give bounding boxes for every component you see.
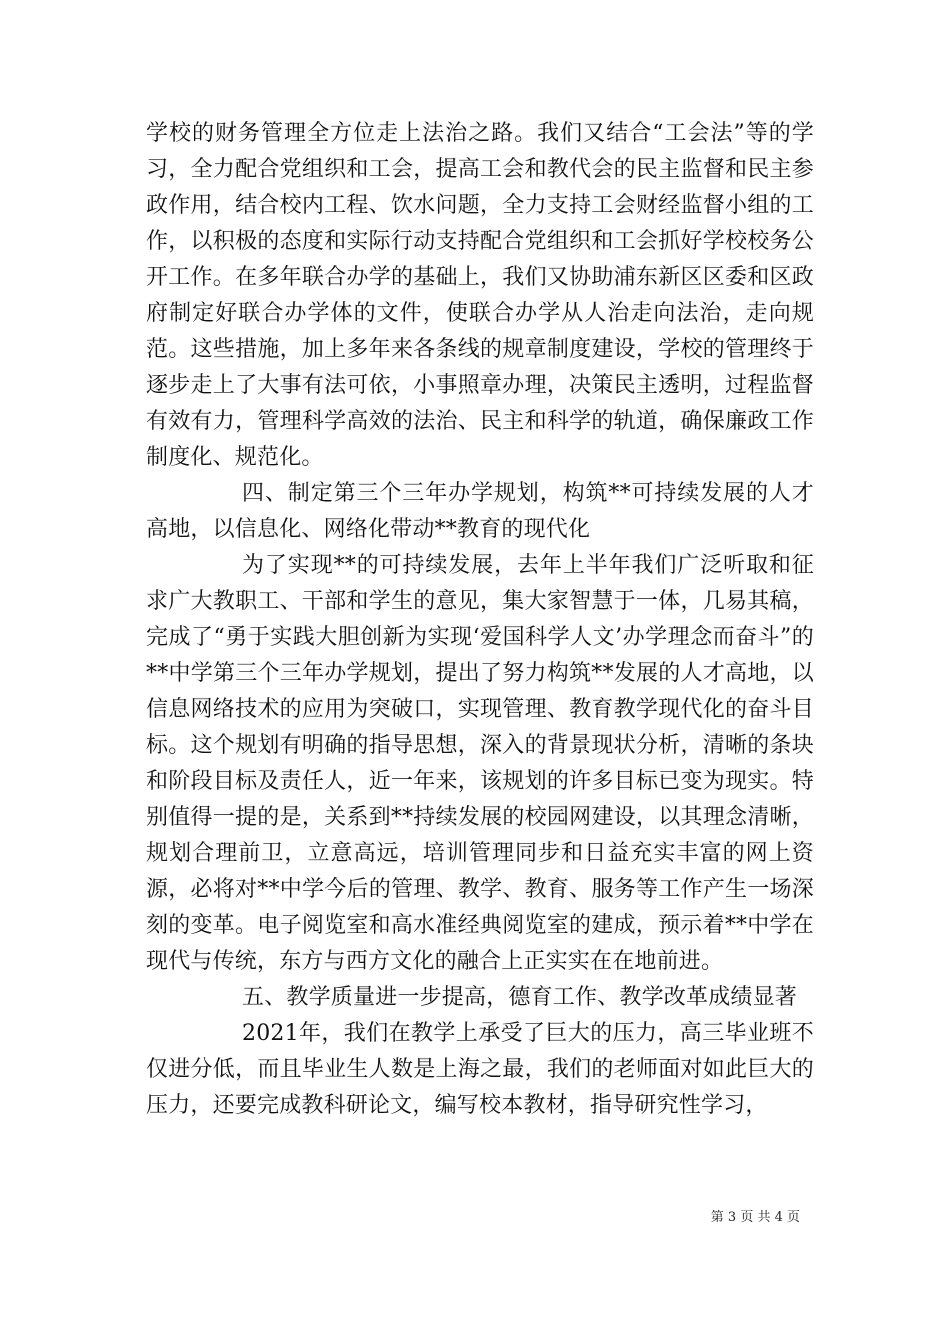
page-number-footer: 第 3 页 共 4 页: [710, 1210, 800, 1225]
section-heading-four: 四、制定第三个三年办学规划，构筑**可持续发展的人才高地，以信息化、网络化带动**教育的现代化: [146, 481, 814, 542]
document-body: [146, 116, 814, 1124]
paragraph-continuation: 学校的财务管理全方位走上法治之路。我们又结合“工会法”等的学习，全力配合党组织和工会，提高工会和教代会的民主监督和民主参政作用，结合校内工程、饮水问题，全力支持工会财经监督小组的工作，以积极的态度和实际行动支持配合党组织和工会抓好学校校务公开工作。在多年联合办学的基础上，我们又协助浦东新区区委和区政府制定好联合办学体的文件，使联合办学从人治走向法治，走向规范。这些措施，加上多年来各条线的规章制度建设，学校的管理终于逐步走上了大事有法可依，小事照章办理，决策民主透明，过程监督有效有力，管理科学高效的法治、民主和科学的轨道，确保廉政工作制度化、规范化。: [146, 121, 814, 470]
paragraph-section-five: 2021年，我们在教学上承受了巨大的压力，高三毕业班不仅进分低，而且毕业生人数是上海之最，我们的老师面对如此巨大的压力，还要完成教科研论文，编写校本教材，指导研究性学习，: [146, 1021, 814, 1118]
paragraph-section-four: 为了实现**的可持续发展，去年上半年我们广泛听取和征求广大教职工、干部和学生的意见，集大家智慧于一体，几易其稿，完成了“勇于实践大胆创新为实现‘爱国科学人文’办学理念而奋斗”的**中学第三个三年办学规划，提出了努力构筑**发展的人才高地，以信息网络技术的应用为突破口，实现管理、教育教学现代化的奋斗目标。这个规划有明确的指导思想，深入的背景现状分析，清晰的条块和阶段目标及责任人，近一年来，该规划的许多目标已变为现实。特别值得一提的是，关系到**持续发展的校园网建设，以其理念清晰，规划合理前卫，立意高远，培训管理同步和日益充实丰富的网上资源，必将对**中学今后的管理、教学、教育、服务等工作产生一场深刻的变革。电子阅览室和高水准经典阅览室的建成，预示着**中学在现代与传统，东方与西方文化的融合上正实实在在地前进。: [146, 553, 814, 974]
section-heading-five: 五、教学质量进一步提高，德育工作、教学改革成绩显著: [242, 985, 798, 1010]
